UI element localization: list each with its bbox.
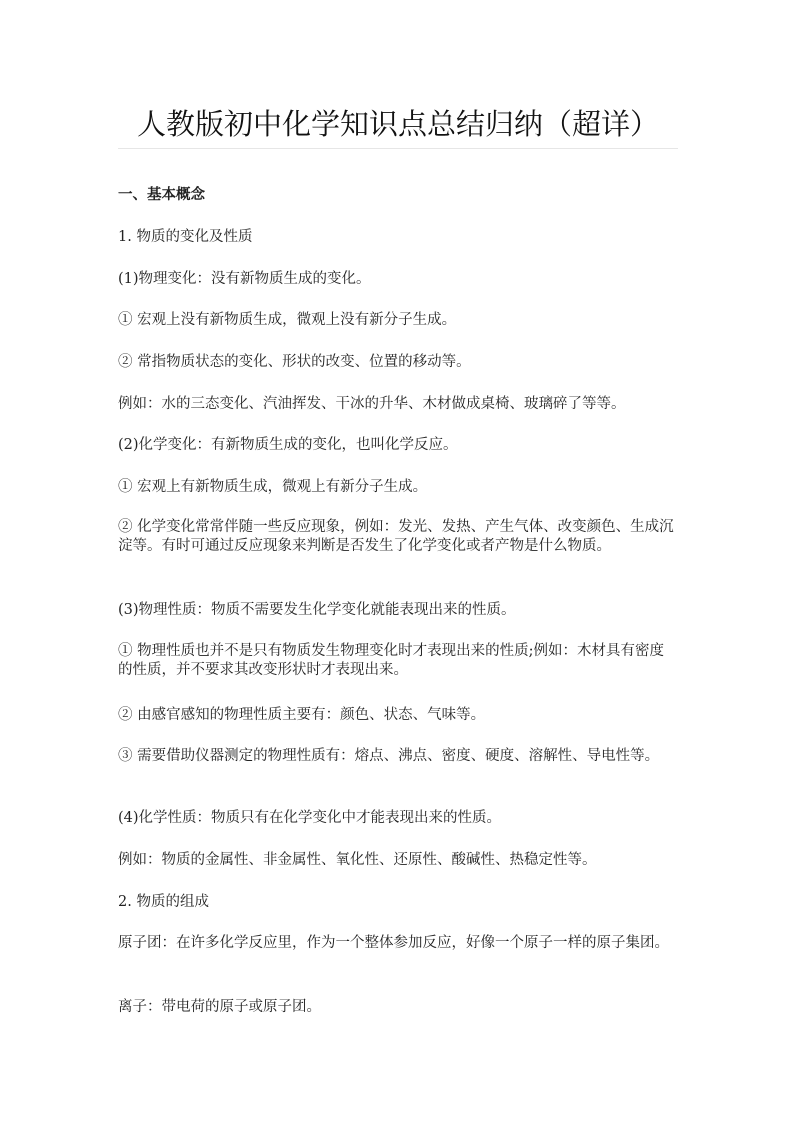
paragraph: ② 化学变化常常伴随一些反应现象，例如：发光、发热、产生气体、改变颜色、生成沉淀等。有时可通过反应现象来判断是否发生了化学变化或者产物是什么物质。 <box>118 519 674 554</box>
paragraph: ① 宏观上有新物质生成，微观上有新分子生成。 <box>118 479 428 495</box>
paragraph: (2)化学变化：有新物质生成的变化，也叫化学反应。 <box>118 437 458 453</box>
paragraph: (1)物理变化：没有新物质生成的变化。 <box>118 271 371 287</box>
paragraph: (4)化学性质：物质只有在化学变化中才能表现出来的性质。 <box>118 810 502 826</box>
section-heading: 一、基本概念 <box>118 186 205 203</box>
subsection-heading: 1. 物质的变化及性质 <box>118 229 253 245</box>
paragraph: ③ 需要借助仪器测定的物理性质有：熔点、沸点、密度、硬度、溶解性、导电性等。 <box>118 748 660 764</box>
paragraph: ① 宏观上没有新物质生成，微观上没有新分子生成。 <box>118 312 457 328</box>
paragraph: 原子团：在许多化学反应里，作为一个整体参加反应，好像一个原子一样的原子集团。 <box>118 935 669 951</box>
title-divider <box>118 148 678 149</box>
paragraph: ① 物理性质也并不是只有物质发生物理变化时才表现出来的性质;例如：木材具有密度的性质，并不要求其改变形状时才表现出来。 <box>118 643 664 678</box>
paragraph: 例如：水的三态变化、汽油挥发、干冰的升华、木材做成桌椅、玻璃碎了等等。 <box>118 396 626 412</box>
paragraph: 例如：物质的金属性、非金属性、氧化性、还原性、酸碱性、热稳定性等。 <box>118 852 597 868</box>
paragraph: ② 常指物质状态的变化、形状的改变、位置的移动等。 <box>118 354 471 370</box>
paragraph: ② 由感官感知的物理性质主要有：颜色、状态、气味等。 <box>118 707 486 723</box>
paragraph: 离子：带电荷的原子或原子团。 <box>118 999 321 1015</box>
document-title: 人教版初中化学知识点总结归纳（超详） <box>136 107 659 141</box>
subsection-heading: 2. 物质的组成 <box>118 894 209 910</box>
paragraph: (3)物理性质：物质不需要发生化学变化就能表现出来的性质。 <box>118 602 516 618</box>
